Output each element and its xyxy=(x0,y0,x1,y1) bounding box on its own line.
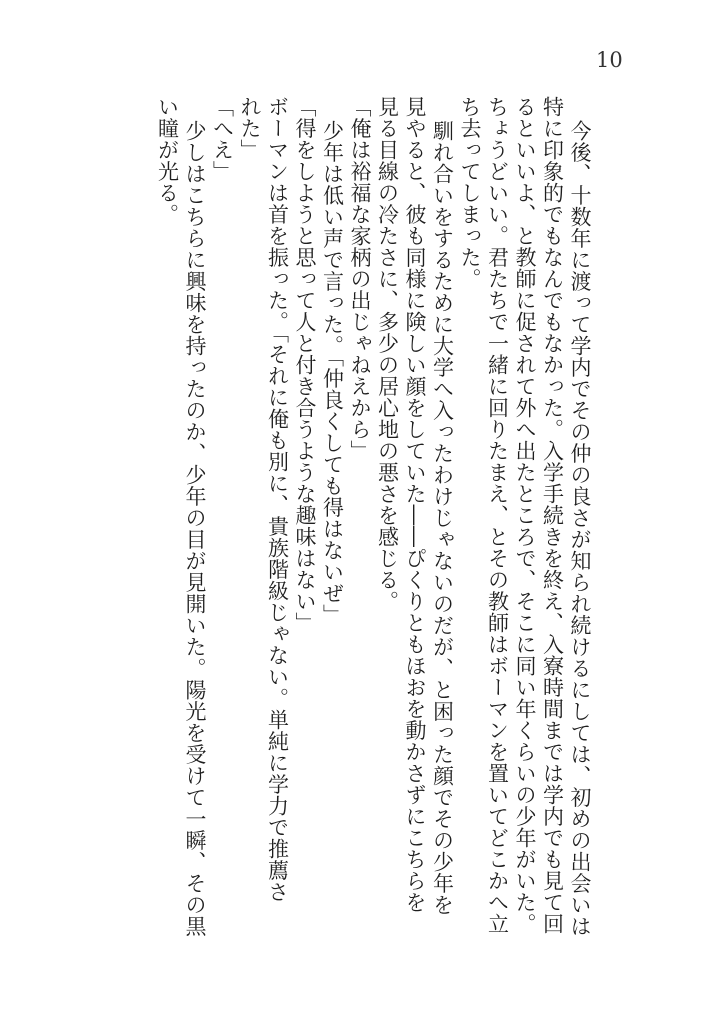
text-line: ボーマンは首を振った。「それに俺も別に、貴族階級じゃない。単純に学力で推薦さ xyxy=(265,96,290,903)
text-line: 少年は低い声で言った。「仲良くしても得はないぜ」 xyxy=(320,120,345,626)
text-line: 特に印象的でもなんでもなかった。入学手続きを終え、入寮時間までは学内でも見て回 xyxy=(540,96,565,935)
text-line: 見る目線の冷たさに、多少の居心地の悪さを感じる。 xyxy=(375,96,400,612)
text-line: れた」 xyxy=(238,96,262,161)
text-line: るといいよ、と教師に促されて外へ出たところで、そこに同い年くらいの少年がいた。 xyxy=(513,96,537,935)
text-line: 「得をしようと思って人と付き合うような趣味はない」 xyxy=(293,96,317,634)
vertical-text-body xyxy=(137,96,593,986)
text-line: 見やると、彼も同様に険しい顔をしていた――ぴくりともほおを動かさずにこちらを xyxy=(403,96,427,913)
text-line: 「俺は裕福な家柄の出じゃねえから」 xyxy=(348,96,372,462)
text-line: ち去ってしまった。 xyxy=(458,96,482,290)
page-number: 10 xyxy=(596,48,623,72)
text-line: 今後、十数年に渡って学内でその仲の良さが知られ続けるにしては、初めの出会いは xyxy=(568,120,592,937)
text-line: ちょうどいい。君たちで一緒に回りたまえ、とその教師はボーマンを置いてどこかへ立 xyxy=(485,96,510,935)
text-line: 馴れ合いをするために大学へ入ったわけじゃないのだが、と困った顔でその少年を xyxy=(430,120,455,916)
text-line: 「へえ」 xyxy=(210,96,235,182)
text-line: い瞳が光る。 xyxy=(155,96,180,225)
text-line: 少しはこちらに興味を持ったのか、少年の目が見開いた。陽光を受けて一瞬、その黒 xyxy=(183,120,207,937)
